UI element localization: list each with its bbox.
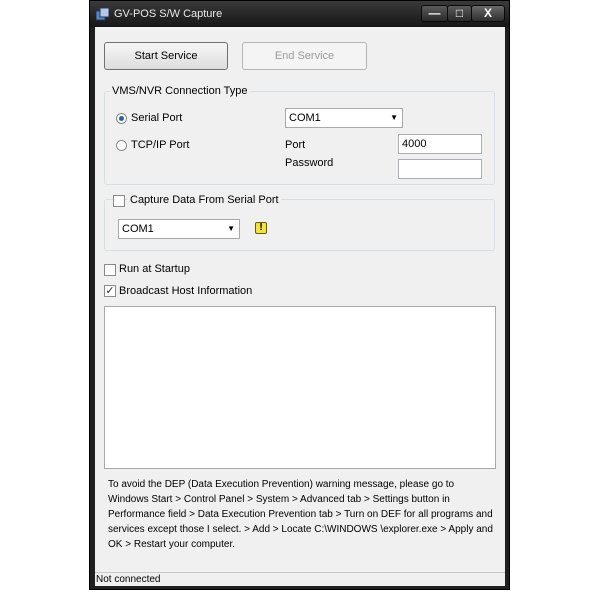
- app-window: [89, 0, 510, 590]
- status-bar: Not connected: [95, 572, 505, 586]
- chevron-down-icon: ▼: [390, 113, 398, 122]
- app-icon: [96, 8, 109, 21]
- capture-serial-checkbox[interactable]: [113, 195, 125, 207]
- connection-com-select[interactable]: [285, 108, 403, 128]
- maximize-button[interactable]: □: [447, 5, 472, 22]
- run-startup-label[interactable]: Run at Startup: [119, 263, 190, 275]
- tcpip-port-radio[interactable]: [116, 140, 127, 151]
- window-title: GV-POS S/W Capture: [114, 8, 223, 20]
- title-bar[interactable]: [90, 1, 509, 27]
- serial-port-radio[interactable]: [116, 113, 127, 124]
- log-textarea[interactable]: [104, 306, 496, 469]
- capture-com-value: COM1: [122, 223, 154, 235]
- capture-com-select[interactable]: [118, 219, 240, 239]
- broadcast-host-checkbox[interactable]: ✓: [105, 285, 115, 297]
- client-area: [95, 27, 505, 572]
- warning-icon[interactable]: !: [255, 222, 267, 234]
- start-service-button[interactable]: Start Service: [104, 42, 228, 70]
- end-service-button[interactable]: End Service: [242, 42, 367, 70]
- password-input[interactable]: [398, 159, 482, 179]
- tcpip-port-label[interactable]: TCP/IP Port: [131, 139, 190, 151]
- dep-instructions-text: To avoid the DEP (Data Execution Prevention) warning message, please go to Windows Start > Control Panel > System > Advanced tab > Settings button in Performance field > Data Execution Prevention tab > Turn on DEF for all programs and services except those I select. > Add > Locate C:\WINDOWS \explorer.exe > Apply and OK > Restart your computer.: [108, 479, 493, 550]
- port-label: Port: [285, 139, 306, 151]
- serial-port-label[interactable]: Serial Port: [131, 112, 183, 124]
- capture-serial-label[interactable]: Capture Data From Serial Port: [130, 194, 279, 206]
- close-button[interactable]: X: [471, 5, 505, 22]
- broadcast-host-label[interactable]: Broadcast Host Information: [119, 285, 253, 297]
- chevron-down-icon: ▼: [227, 224, 235, 233]
- run-startup-checkbox[interactable]: [104, 264, 116, 276]
- port-input[interactable]: 4000: [398, 134, 482, 154]
- minimize-button[interactable]: —: [421, 5, 448, 22]
- radio-selected-dot: [119, 116, 124, 121]
- password-label: Password: [285, 157, 334, 169]
- connection-com-value: COM1: [289, 112, 321, 124]
- connection-type-legend: VMS/NVR Connection Type: [112, 85, 248, 97]
